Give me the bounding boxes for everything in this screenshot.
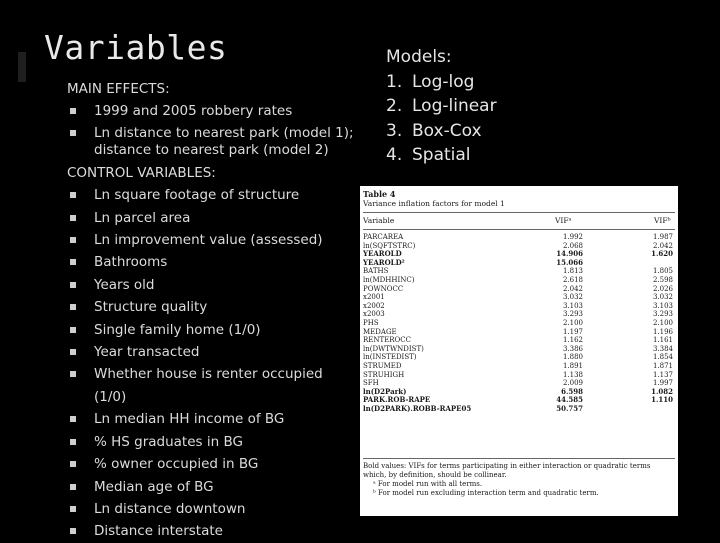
- table-cell: 1.162: [562, 336, 583, 345]
- table-cell: 1.891: [562, 361, 583, 370]
- table-body: [363, 233, 675, 413]
- table-cell: 2.042: [562, 284, 583, 293]
- table-cell: SFH: [363, 379, 379, 388]
- control-variables-list: [67, 184, 357, 543]
- list-item: Ln distance downtown: [67, 498, 357, 520]
- table-cell: 1.137: [652, 370, 673, 379]
- column-header-vif-b: VIFᵇ: [654, 216, 671, 225]
- table-cell: 3.103: [652, 301, 673, 310]
- table-row: [363, 362, 675, 371]
- table-row: [363, 345, 675, 354]
- bullet-icon: [70, 259, 76, 265]
- table-cell: 3.032: [562, 293, 583, 302]
- column-header-variable: Variable: [363, 216, 395, 225]
- table-row: [363, 371, 675, 380]
- table-cell: 1.987: [652, 233, 673, 241]
- table-cell: STRUHIGH: [363, 370, 405, 379]
- table-row: [363, 302, 675, 311]
- model-item: 3. Box-Cox: [386, 120, 482, 141]
- list-item: Ln median HH income of BG: [67, 408, 357, 430]
- list-item: % HS graduates in BG: [67, 431, 357, 453]
- list-item: Years old: [67, 274, 357, 296]
- table-rule: [363, 212, 675, 213]
- bullet-icon: [70, 528, 76, 534]
- table-cell: ln(MDHHINC): [363, 275, 415, 284]
- table-row: [363, 250, 675, 259]
- table-cell: 2.598: [652, 275, 673, 284]
- table-cell: 6.598: [561, 386, 583, 396]
- bullet-icon: [70, 506, 76, 512]
- table-cell: PARK.ROB-RAPE: [363, 396, 431, 405]
- list-item: Median age of BG: [67, 476, 357, 498]
- bullet-icon: [70, 192, 76, 198]
- table-row: [363, 310, 675, 319]
- list-item: Ln square footage of structure: [67, 184, 357, 206]
- table-row: [363, 388, 675, 397]
- bullet-icon: [70, 484, 76, 490]
- table-cell: 1.196: [652, 327, 673, 336]
- table-cell: YEAROLD²: [363, 258, 405, 267]
- table-cell: 14.906: [556, 249, 583, 259]
- table-row: [363, 405, 675, 414]
- vif-table-image: [360, 186, 678, 516]
- table-cell: PARCAREA: [363, 233, 404, 241]
- table-footnote: Bold values: VIFs for terms participating in either interaction or quadratic terms which, by definition, should be collinear. ᵃ For model run with all terms. ᵇ For model run excluding interaction term and quadratic term.: [363, 462, 651, 497]
- table-cell: 1.880: [562, 353, 583, 362]
- table-cell: 1.813: [562, 267, 583, 276]
- model-item: 1. Log-log: [386, 71, 475, 92]
- table-cell: STRUMED: [363, 361, 402, 370]
- table-cell: 1.992: [562, 233, 583, 241]
- variables-list: [67, 78, 357, 543]
- table-row: [363, 379, 675, 388]
- table-row: [363, 328, 675, 337]
- table-cell: MEDAGE: [363, 327, 397, 336]
- table-cell: PHS: [363, 318, 379, 327]
- table-cell: 1.805: [652, 267, 673, 276]
- table-cell: ln(D2Park): [363, 387, 407, 396]
- model-item: 2. Log-linear: [386, 96, 497, 116]
- table-cell: BATHS: [363, 267, 389, 276]
- table-cell: ln(D2PARK).ROBB-RAPE05: [363, 404, 472, 413]
- table-cell: 3.032: [652, 293, 673, 302]
- table-row: [363, 267, 675, 276]
- table-row: [363, 276, 675, 285]
- bullet-icon: [70, 327, 76, 333]
- bullet-icon: [70, 371, 76, 377]
- list-item: % owner occupied in BG: [67, 453, 357, 475]
- table-cell: ln(INSTEDIST): [363, 353, 417, 362]
- model-item: 4. Spatial: [386, 145, 471, 165]
- bullet-icon: [70, 282, 76, 288]
- table-cell: 15.066: [556, 257, 583, 267]
- table-row: [363, 353, 675, 362]
- list-item: Whether house is renter occupied (1/0): [67, 363, 357, 408]
- table-cell: 1.082: [651, 386, 673, 396]
- table-cell: 2.100: [562, 318, 583, 327]
- list-item: Structure quality: [67, 296, 357, 318]
- table-row: [363, 285, 675, 294]
- bullet-icon: [70, 237, 76, 243]
- table-cell: 1.854: [652, 353, 673, 362]
- table-cell: x2002: [363, 301, 385, 310]
- list-item: Distance interstate: [67, 520, 357, 542]
- slide-title: Variables: [44, 28, 228, 67]
- table-cell: 2.026: [652, 284, 673, 293]
- main-effects-heading: MAIN EFFECTS:: [67, 81, 170, 97]
- list-item: Single family home (1/0): [67, 319, 357, 341]
- bullet-icon: [70, 215, 76, 221]
- table-cell: RENTEROCC: [363, 336, 412, 345]
- table-row: [363, 319, 675, 328]
- table-row: [363, 336, 675, 345]
- table-cell: 2.042: [652, 241, 673, 250]
- models-heading: Models:: [386, 47, 452, 67]
- table-cell: 1.138: [562, 370, 583, 379]
- table-cell: 50.757: [556, 403, 583, 413]
- column-header-vif-a: VIFᵃ: [555, 216, 572, 225]
- bullet-icon: [70, 439, 76, 445]
- list-item: Ln improvement value (assessed): [67, 229, 357, 251]
- table-cell: 1.161: [652, 336, 673, 345]
- table-cell: 2.100: [652, 318, 673, 327]
- bullet-icon: [70, 349, 76, 355]
- table-cell: POWNOCC: [363, 284, 404, 293]
- table-cell: 1.620: [651, 249, 673, 259]
- table-cell: 3.386: [562, 344, 583, 353]
- table-cell: 2.068: [562, 241, 583, 250]
- bullet-icon: [70, 130, 76, 136]
- table-cell: 2.009: [562, 379, 583, 388]
- table-rule: [363, 458, 675, 459]
- models-list: [386, 45, 497, 168]
- list-item: 1999 and 2005 robbery rates: [67, 100, 357, 122]
- table-cell: 3.293: [652, 310, 673, 319]
- list-item: Year transacted: [67, 341, 357, 363]
- table-row: [363, 259, 675, 268]
- table-subtitle: Variance inflation factors for model 1: [363, 199, 505, 208]
- table-cell: x2003: [363, 310, 385, 319]
- table-cell: 1.110: [651, 395, 673, 405]
- table-cell: x2001: [363, 293, 385, 302]
- table-row: [363, 293, 675, 302]
- table-cell: 1.997: [652, 379, 673, 388]
- table-cell: 3.293: [562, 310, 583, 319]
- table-caption: Table 4: [363, 189, 396, 199]
- list-item: Bathrooms: [67, 251, 357, 273]
- table-header: [363, 216, 675, 227]
- bullet-icon: [70, 416, 76, 422]
- list-item: Ln distance to nearest park (model 1); distance to nearest park (model 2): [67, 123, 357, 162]
- table-cell: 3.384: [652, 344, 673, 353]
- bullet-icon: [70, 304, 76, 310]
- list-item: Ln parcel area: [67, 207, 357, 229]
- table-cell: ln(DWTWNDIST): [363, 344, 424, 353]
- table-row: [363, 396, 675, 405]
- table-row: [363, 242, 675, 251]
- control-variables-heading: CONTROL VARIABLES:: [67, 164, 216, 181]
- table-cell: YEAROLD: [363, 250, 402, 259]
- table-cell: 44.585: [556, 395, 583, 405]
- table-rule: [363, 229, 675, 230]
- table-row: [363, 233, 675, 242]
- table-cell: 3.103: [562, 301, 583, 310]
- title-accent-bar: [18, 52, 26, 82]
- table-cell: ln(SQFTSTRC): [363, 241, 416, 250]
- bullet-icon: [70, 461, 76, 467]
- table-cell: 1.871: [652, 361, 673, 370]
- table-cell: 1.197: [562, 327, 583, 336]
- bullet-icon: [70, 108, 76, 114]
- table-cell: 2.618: [562, 275, 583, 284]
